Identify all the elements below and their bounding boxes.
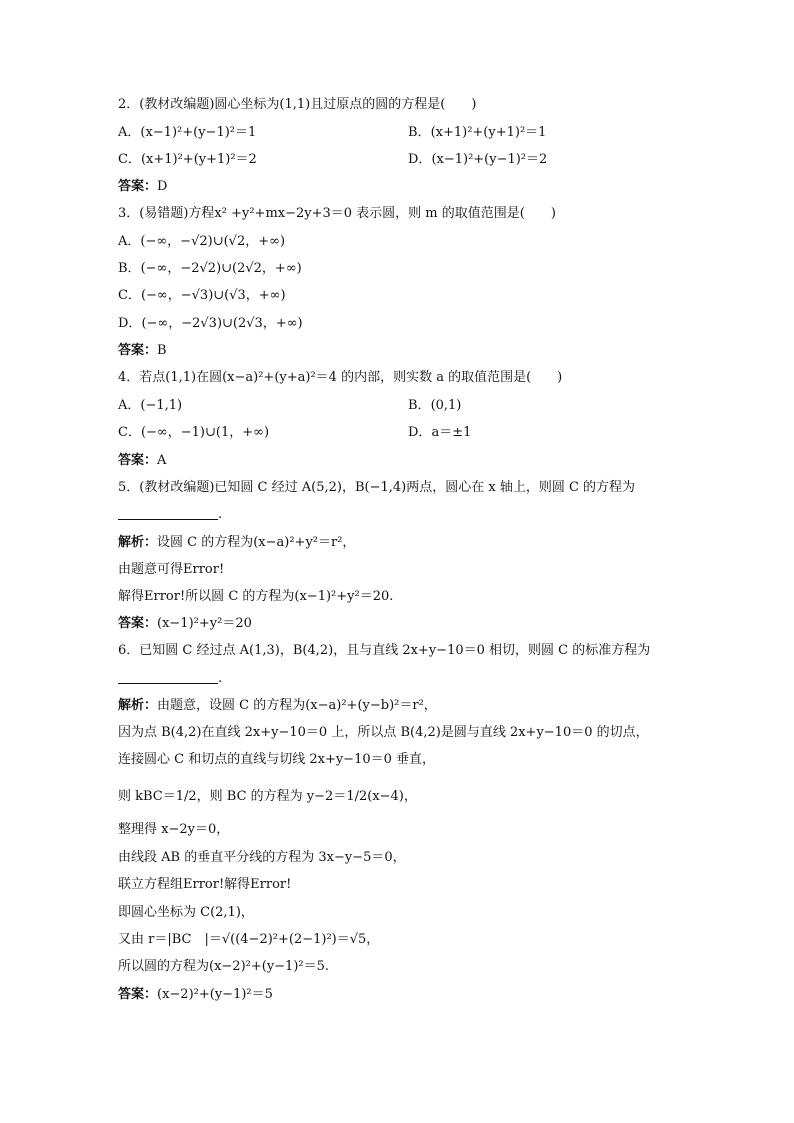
q3-option-b: [118, 261, 302, 277]
q5-analysis-text: 解得Error!所以圆 C 的方程为(x−1)²+y²＝20.: [118, 589, 394, 604]
q4-option-b-label: B．: [408, 398, 431, 413]
q6-answer: [118, 987, 273, 1003]
q5-analysis-text: 由题意可得Error!: [118, 562, 225, 577]
q6-blank-line: [118, 671, 222, 687]
q5-analysis-label: 解析：: [118, 535, 158, 550]
q2-option-d: [408, 152, 547, 168]
q6-analysis-0: [118, 698, 437, 714]
q5-answer-value: (x−1)²+y²＝20: [157, 616, 252, 631]
q5-stem-text: (教材改编题)已知圆 C 经过 A(5,2)，B(−1,4)两点，圆心在 x 轴上，则圆 C 的方程为: [139, 480, 636, 495]
q6-analysis-2: [118, 752, 435, 768]
q4-option-d-text: a＝±1: [431, 425, 472, 440]
q2-number: 2．: [118, 97, 140, 112]
q6-stem: [118, 643, 650, 659]
q3-number: 3．: [118, 206, 140, 221]
q5-analysis-2: [118, 589, 393, 605]
q5-answer: [118, 616, 252, 632]
q2-option-c-text: (x+1)²+(y+1)²＝2: [140, 152, 257, 167]
q5-analysis-text: 设圆 C 的方程为(x−a)²+y²＝r²，: [157, 535, 356, 550]
q2-option-d-label: D．: [408, 152, 432, 167]
q5-blank-end: .: [218, 507, 223, 522]
q4-answer: [118, 453, 166, 469]
q6-analysis-text: 联立方程组Error!解得Error!: [118, 877, 292, 892]
q6-analysis-8: [118, 932, 379, 948]
q3-option-a: [118, 234, 285, 250]
q2-option-d-text: (x−1)²+(y−1)²＝2: [431, 152, 548, 167]
q6-analysis-9: [118, 959, 329, 975]
q6-analysis-3: [118, 789, 417, 805]
q4-answer-label: 答案：: [118, 453, 158, 468]
q6-analysis-6: [118, 877, 291, 893]
q2-answer-label: 答案：: [118, 179, 158, 194]
q3-option-a-text: (−∞，−√2)∪(√2，+∞): [140, 234, 286, 249]
q2-option-b: [408, 125, 546, 141]
q3-option-d-label: D．: [118, 316, 142, 331]
q5-number: 5．: [118, 480, 140, 495]
q5-blank-line: [118, 507, 222, 523]
q4-stem-text: 若点(1,1)在圆(x−a)²+(y+a)²＝4 的内部，则实数 a 的取值范围是( ): [139, 370, 563, 385]
q2-option-a: [118, 125, 256, 141]
q4-option-d: [408, 425, 471, 441]
q2-stem-text: (教材改编题)圆心坐标为(1,1)且过原点的圆的方程是( ): [139, 97, 477, 112]
q6-answer-label: 答案：: [118, 987, 158, 1002]
q3-answer-label: 答案：: [118, 343, 158, 358]
q4-option-b: [408, 398, 461, 414]
q6-answer-blank: [118, 671, 218, 684]
q2-answer-value: D: [157, 179, 168, 194]
q6-analysis-text: 所以圆的方程为(x−2)²+(y−1)²＝5.: [118, 959, 330, 974]
q5-answer-blank: [118, 507, 218, 520]
q4-option-c-text: (−∞，−1)∪(1，+∞): [140, 425, 270, 440]
q3-option-c-text: (−∞，−√3)∪(√3，+∞): [140, 288, 286, 303]
q2-option-c: [118, 152, 257, 168]
q3-stem: [118, 206, 556, 222]
q6-analysis-7: [118, 905, 254, 921]
q3-option-a-label: A．: [118, 234, 141, 249]
q2-option-a-text: (x−1)²+(y−1)²＝1: [140, 125, 257, 140]
q3-stem-text: (易错题)方程x² +y²+mx−2y+3＝0 表示圆，则 m 的取值范围是( ): [139, 206, 556, 221]
q4-option-c-label: C．: [118, 425, 141, 440]
q6-analysis-text: 整理得 x−2y＝0，: [118, 822, 230, 837]
q3-answer-value: B: [157, 343, 167, 358]
q4-option-a-text: (−1,1): [140, 398, 183, 413]
q3-option-d-text: (−∞，−2√3)∪(2√3，+∞): [141, 316, 303, 331]
q6-analysis-5: [118, 850, 406, 866]
q6-analysis-text: 由题意，设圆 C 的方程为(x−a)²+(y−b)²＝r²，: [157, 698, 437, 713]
q6-analysis-1: [118, 725, 649, 741]
q5-analysis-1: [118, 562, 224, 578]
q3-option-b-text: (−∞，−2√2)∪(2√2，+∞): [140, 261, 302, 276]
q6-analysis-4: [118, 822, 229, 838]
q2-option-b-text: (x+1)²+(y+1)²＝1: [430, 125, 547, 140]
q3-option-b-label: B．: [118, 261, 141, 276]
q6-analysis-text: 则 kBC＝1/2，则 BC 的方程为 y−2＝1/2(x−4)，: [118, 789, 417, 804]
q6-answer-value: (x−2)²+(y−1)²＝5: [157, 987, 273, 1002]
q5-stem: [118, 480, 635, 496]
q6-analysis-text: 连接圆心 C 和切点的直线与切线 2x+y−10＝0 垂直，: [118, 752, 436, 767]
q4-option-b-text: (0,1): [430, 398, 462, 413]
q3-answer: [118, 343, 167, 359]
q4-option-a-label: A．: [118, 398, 141, 413]
q3-option-c-label: C．: [118, 288, 141, 303]
q4-option-c: [118, 425, 269, 441]
q4-number: 4．: [118, 370, 140, 385]
q2-option-b-label: B．: [408, 125, 431, 140]
q6-analysis-text: 因为点 B(4,2)在直线 2x+y−10＝0 上，所以点 B(4,2)是圆与直线 2x+y−10＝0 的切点，: [118, 725, 649, 740]
q6-stem-text: 已知圆 C 经过点 A(1,3)，B(4,2)，且与直线 2x+y−10＝0 相切，则圆 C 的标准方程为: [139, 643, 651, 658]
q2-option-a-label: A．: [118, 125, 141, 140]
q4-stem: [118, 370, 562, 386]
q2-stem: [118, 97, 476, 113]
q5-analysis-0: [118, 535, 355, 551]
q4-option-a: [118, 398, 182, 414]
q3-option-c: [118, 288, 286, 304]
q2-option-c-label: C．: [118, 152, 141, 167]
q6-analysis-label: 解析：: [118, 698, 158, 713]
q6-blank-end: .: [218, 671, 223, 686]
q3-option-d: [118, 316, 303, 332]
q6-analysis-text: 又由 r＝|BC |＝√((4−2)²+(2−1)²)＝√5，: [118, 932, 380, 947]
q4-answer-value: A: [157, 453, 167, 468]
q5-answer-label: 答案：: [118, 616, 158, 631]
q6-analysis-text: 由线段 AB 的垂直平分线的方程为 3x−y−5＝0，: [118, 850, 406, 865]
q6-number: 6．: [118, 643, 140, 658]
q2-answer: [118, 179, 167, 195]
q6-analysis-text: 即圆心坐标为 C(2,1)，: [118, 905, 254, 920]
q4-option-d-label: D．: [408, 425, 432, 440]
